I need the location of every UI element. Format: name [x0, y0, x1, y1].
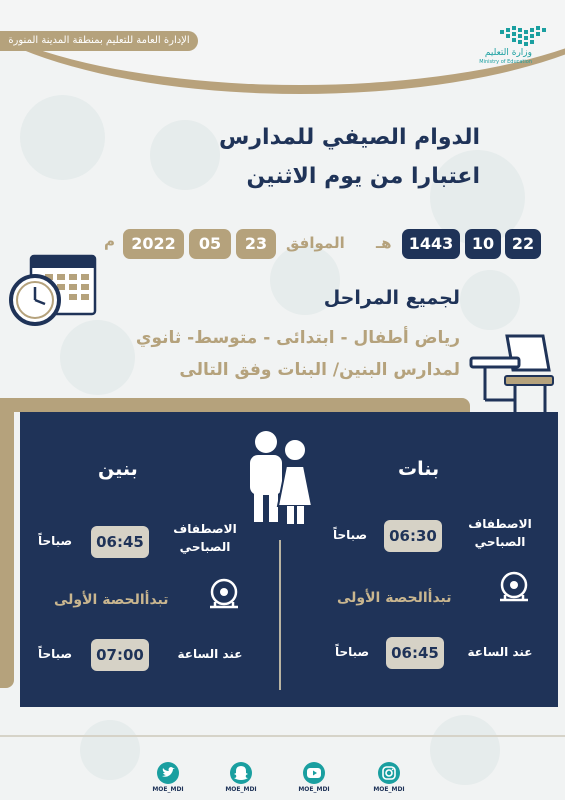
boys-assembly-time: 06:45 — [91, 526, 149, 558]
girls-first-time: 06:45 — [386, 637, 444, 669]
ministry-name-english: Ministry of Education — [479, 59, 532, 65]
section-divider — [279, 540, 281, 690]
stages-list: رياض أطفال - ابتدائى - متوسط- ثانوي — [135, 328, 460, 348]
greg-year-chip: 2022 — [123, 229, 184, 259]
greg-suffix: م — [104, 232, 115, 250]
ministry-name-arabic: وزارة التعليم — [484, 48, 532, 58]
boys-assembly-label-line2: الصباحي — [179, 540, 231, 554]
bell-icon — [496, 570, 532, 604]
ministry-logo — [470, 22, 550, 67]
instagram-handle: MOE_MDI — [373, 786, 405, 793]
stages-note: لمدارس البنين/ البنات وفق التالى — [179, 360, 460, 380]
twitter-icon[interactable] — [157, 762, 179, 784]
corresponds-label: الموافق — [286, 234, 345, 252]
boys-first-time: 07:00 — [91, 639, 149, 671]
stages-title: لجميع المراحل — [323, 287, 460, 309]
boys-first-am: صباحاً — [38, 647, 73, 661]
greg-month-chip: 05 — [189, 229, 231, 259]
administration-tag: الإدارة العامة للتعليم بمنطقة المدينة المنورة — [0, 31, 198, 51]
snapchat-icon[interactable] — [230, 762, 252, 784]
twitter-handle: MOE_MDI — [152, 786, 184, 793]
students-icon — [240, 428, 320, 528]
hijri-year-chip: 1443 — [402, 229, 460, 259]
girls-first-am: صباحاً — [335, 645, 370, 659]
hijri-suffix: هـ — [376, 234, 392, 252]
background-circle — [460, 270, 520, 330]
boys-at-label: عند الساعة — [177, 647, 243, 661]
girls-at-label: عند الساعة — [467, 645, 533, 659]
boys-assembly-label — [160, 520, 250, 556]
ministry-logo-icon — [470, 22, 550, 48]
hijri-day-chip: 22 — [505, 229, 541, 259]
girls-assembly-label-line1: الاصطفاف — [468, 517, 532, 531]
girls-assembly-time: 06:30 — [384, 520, 442, 552]
youtube-icon[interactable] — [303, 762, 325, 784]
snapchat-handle: MOE_MDI — [225, 786, 257, 793]
girls-first-period: تبدأالحصة الأولى — [337, 590, 452, 606]
school-desk-icon — [465, 330, 555, 420]
youtube-handle: MOE_MDI — [298, 786, 330, 793]
panel-frame-top — [0, 398, 470, 412]
boys-assembly-label-line1: الاصطفاف — [173, 522, 237, 536]
boys-first-period: تبدأالحصة الأولى — [54, 592, 169, 608]
girls-title: بنات — [398, 458, 440, 480]
girls-assembly-label-line2: الصباحي — [474, 535, 526, 549]
title-line-1: الدوام الصيفي للمدارس — [219, 125, 480, 150]
girls-assembly-label — [455, 515, 545, 551]
background-circle — [80, 720, 140, 780]
background-circle — [430, 715, 500, 785]
footer-divider — [0, 735, 565, 737]
title-line-2: اعتبارا من يوم الاثنين — [246, 164, 480, 189]
boys-title: بنين — [98, 458, 138, 480]
instagram-icon[interactable] — [378, 762, 400, 784]
bell-icon — [206, 577, 242, 611]
greg-day-chip: 23 — [236, 229, 276, 259]
panel-frame-left — [0, 398, 14, 688]
boys-assembly-am: صباحاً — [38, 534, 73, 548]
girls-assembly-am: صباحاً — [333, 528, 368, 542]
hijri-month-chip: 10 — [465, 229, 501, 259]
